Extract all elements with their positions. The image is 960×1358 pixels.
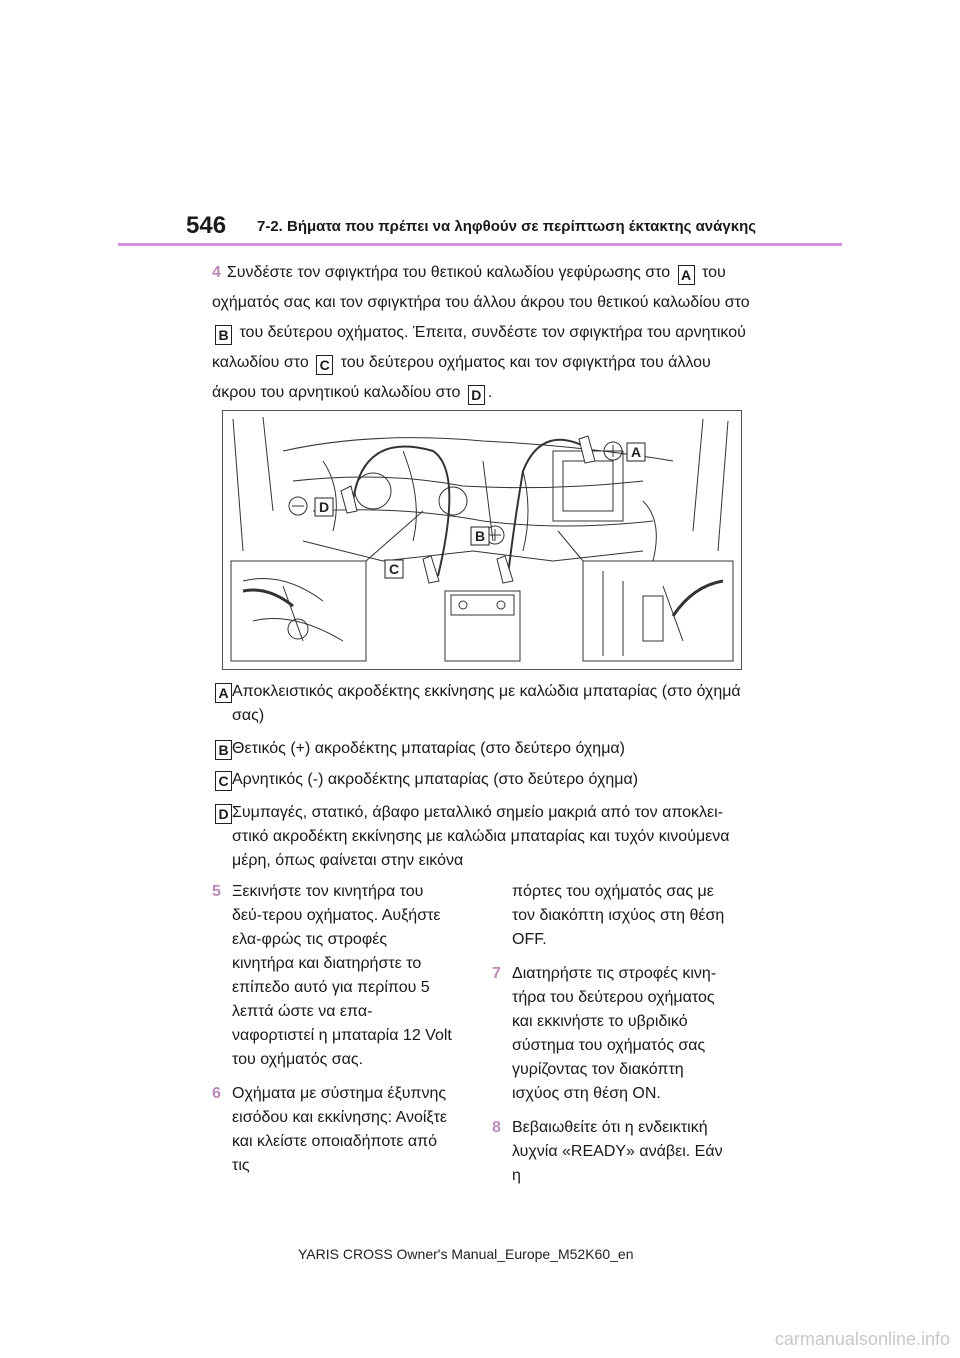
label-box-c: C	[316, 355, 333, 375]
step-6-paragraph	[212, 1082, 452, 1178]
footer-manual-id: YARIS CROSS Owner's Manual_Europe_M52K60_en	[298, 1246, 634, 1262]
step-6-continuation	[492, 880, 732, 952]
legend-label-b: B	[215, 740, 232, 760]
step-4-text-1: Συνδέστε τον σφιγκτήρα του θετικού καλωδίου γεφύρωσης στο	[226, 264, 671, 281]
legend-item-a	[212, 680, 752, 728]
label-box-a: A	[678, 265, 695, 285]
step-6-number: 6	[212, 1085, 221, 1102]
step-5-paragraph	[212, 880, 452, 1072]
section-title: 7-2. Βήματα που πρέπει να ληφθούν σε περίπτωση έκτακτης ανάγκης	[257, 218, 757, 235]
legend-text-a: Αποκλειστικός ακροδέκτης εκκίνησης με καλώδια μπαταρίας (στο όχημά σας)	[232, 683, 741, 724]
figure-label-b: B	[474, 528, 486, 544]
jump-start-illustration	[222, 410, 742, 670]
right-column	[492, 880, 732, 1188]
step-5-text: Ξεκινήστε τον κινητήρα του δεύ-τερου οχήματος. Αυξήστε ελα-φρώς τις στροφές κινητήρα και διατηρήστε το επίπεδο αυτό για περίπου 5 λεπτά ώστε να επα-ναφορτιστεί η μπαταρία 12 Volt του οχήματός σας.	[232, 883, 452, 1068]
step-8-text: Βεβαιωθείτε ότι η ενδεικτική λυχνία «READY» ανάβει. Εάν η	[512, 1119, 723, 1184]
step-6-continuation-text: πόρτες του οχήματός σας με τον διακόπτη ισχύος στη θέση OFF.	[512, 883, 725, 948]
figure-label-c: C	[388, 561, 400, 577]
page-number: 546	[186, 212, 227, 239]
step-4-text-3: του δεύτερου οχήματος. Έπειτα, συνδέστε τον σφιγκτήρα του αρνητικού καλωδίου στο	[212, 324, 746, 371]
legend-text-b: Θετικός (+) ακροδέκτης μπαταρίας (στο δεύτερο όχημα)	[232, 740, 625, 757]
step-8-number: 8	[492, 1119, 501, 1136]
legend-label-d: D	[215, 804, 232, 824]
step-7-text: Διατηρήστε τις στροφές κινη-τήρα του δεύτερου οχήματος και εκκινήστε το υβριδικό σύστημα του οχήματός σας γυρίζοντας τον διακόπτη ισχύος στη θέση ON.	[512, 965, 717, 1102]
legend-item-d	[212, 801, 752, 873]
step-7-number: 7	[492, 965, 501, 982]
legend-label-a: A	[215, 683, 232, 703]
label-box-b: B	[215, 325, 232, 345]
label-box-d: D	[468, 385, 485, 405]
left-column	[212, 880, 452, 1178]
step-4-paragraph	[212, 258, 752, 408]
figure-label-d: D	[318, 499, 330, 515]
step-4-number: 4	[212, 264, 221, 281]
header-divider	[118, 243, 842, 246]
step-4-text-4: του δεύτερου οχήματος και τον σφιγκτήρα του άλλου άκρου του αρνητικού καλωδίου στο	[212, 354, 711, 401]
step-4-text-5: .	[487, 384, 493, 401]
legend-text-c: Αρνητικός (-) ακροδέκτης μπαταρίας (στο δεύτερο όχημα)	[232, 771, 639, 788]
watermark: carmanualsonline.info	[774, 1329, 950, 1349]
legend-text-d: Συμπαγές, στατικό, άβαφο μεταλλικό σημείο μακριά από τον αποκλει-στικό ακροδέκτη εκκίνησης με καλώδια μπαταρίας και τυχόν κινούμενα μέρη, όπως φαίνεται στην εικόνα	[232, 804, 730, 869]
step-7-paragraph	[492, 962, 732, 1106]
step-8-paragraph	[492, 1116, 732, 1188]
legend-item-b	[212, 737, 752, 761]
legend-label-c: C	[215, 771, 232, 791]
step-5-number: 5	[212, 883, 221, 900]
step-6-text: Οχήματα με σύστημα έξυπνης εισόδου και εκκίνησης: Ανοίξτε και κλείστε οποιαδήποτε από τις	[232, 1085, 448, 1174]
figure-label-a: A	[630, 444, 642, 460]
legend-item-c	[212, 768, 752, 792]
step-4-text-2: του οχήματός σας και τον σφιγκτήρα του άλλου άκρου του θετικού καλωδίου στο	[212, 264, 750, 311]
